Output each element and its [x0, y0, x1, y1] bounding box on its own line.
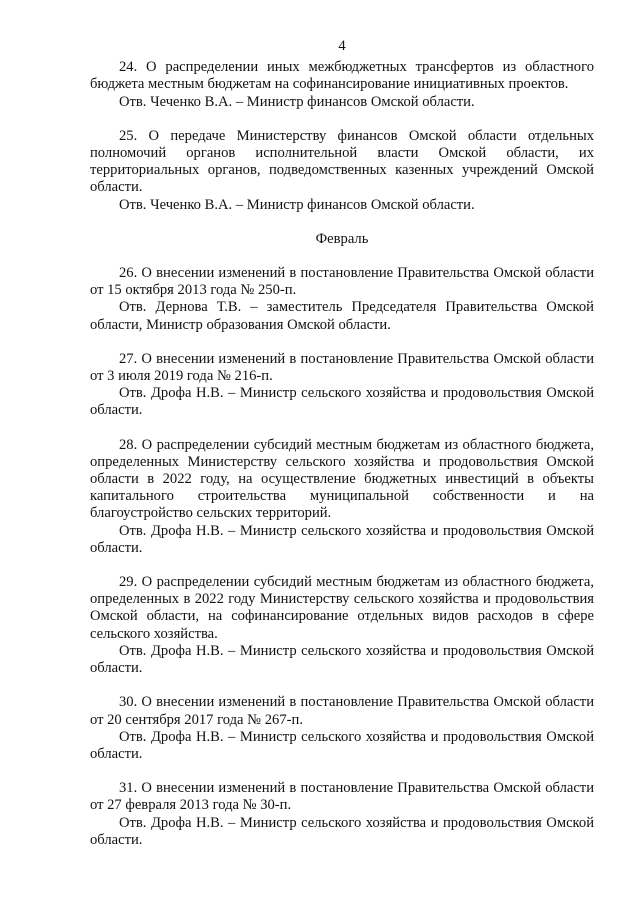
- agenda-item-29: [90, 574, 594, 677]
- agenda-item-text: 25. О передаче Министерству финансов Омской области отдельных полномочий органов исполнительной власти Омской области, их территориальных органов, подведомственных казенных учреждений Омской области.: [90, 127, 594, 196]
- page-number: 4: [338, 38, 346, 54]
- agenda-item-text: 26. О внесении изменений в постановление Правительства Омской области от 15 октября 2013 года № 250-п.: [90, 265, 594, 299]
- agenda-item-responsible: Отв. Чеченко В.А. – Министр финансов Омской области.: [119, 196, 475, 213]
- agenda-item-responsible: Отв. Дрофа Н.В. – Министр сельского хозяйства и продовольствия Омской области.: [90, 642, 594, 677]
- agenda-item-text: 24. О распределении иных межбюджетных трансфертов из областного бюджета местным бюджетам на софинансирование инициативных проектов.: [90, 59, 594, 93]
- agenda-item-text: 27. О внесении изменений в постановление Правительства Омской области от 3 июля 2019 года № 216-п.: [90, 350, 594, 385]
- month-heading: Февраль: [315, 230, 369, 247]
- agenda-item-text: 30. О внесении изменений в постановление Правительства Омской области от 20 сентября 2017 года № 267-п.: [90, 694, 594, 728]
- document-page: [90, 38, 594, 866]
- agenda-item-responsible: Отв. Дрофа Н.В. – Министр сельского хозяйства и продовольствия Омской области.: [90, 522, 594, 556]
- agenda-item-responsible: Отв. Чеченко В.А. – Министр финансов Омской области.: [119, 93, 475, 110]
- agenda-item-text: 31. О внесении изменений в постановление Правительства Омской области от 27 февраля 2013 года № 30-п.: [90, 780, 594, 814]
- agenda-item-26: [90, 265, 594, 334]
- agenda-item-28: [90, 437, 594, 557]
- agenda-item-24: [90, 59, 594, 111]
- agenda-item-text: 29. О распределении субсидий местным бюджетам из областного бюджета, определенных в 2022 году Министерству сельского хозяйства и продовольствия Омской области, на софинансирование отдельных видов расходов в сфере сельского хозяйства.: [90, 574, 594, 642]
- agenda-item-25: [90, 128, 594, 214]
- agenda-item-31: [90, 780, 594, 849]
- agenda-item-responsible: Отв. Дрофа Н.В. – Министр сельского хозяйства и продовольствия Омской области.: [90, 814, 594, 848]
- agenda-item-30: [90, 694, 594, 763]
- agenda-item-text: 28. О распределении субсидий местным бюджетам из областного бюджета, определенных Министерству сельского хозяйства и продовольствия Омской области в 2022 году, на осуществление бюджетных инвестиций в объекты капитального строительства муниципальной собственности и на благоустройство сельских территорий.: [90, 436, 594, 522]
- agenda-item-27: [90, 351, 594, 420]
- agenda-item-responsible: Отв. Дернова Т.В. – заместитель Председателя Правительства Омской области, Министр образования Омской области.: [90, 299, 594, 333]
- agenda-item-responsible: Отв. Дрофа Н.В. – Министр сельского хозяйства и продовольствия Омской области.: [90, 728, 594, 762]
- agenda-item-responsible: Отв. Дрофа Н.В. – Министр сельского хозяйства и продовольствия Омской области.: [90, 385, 594, 419]
